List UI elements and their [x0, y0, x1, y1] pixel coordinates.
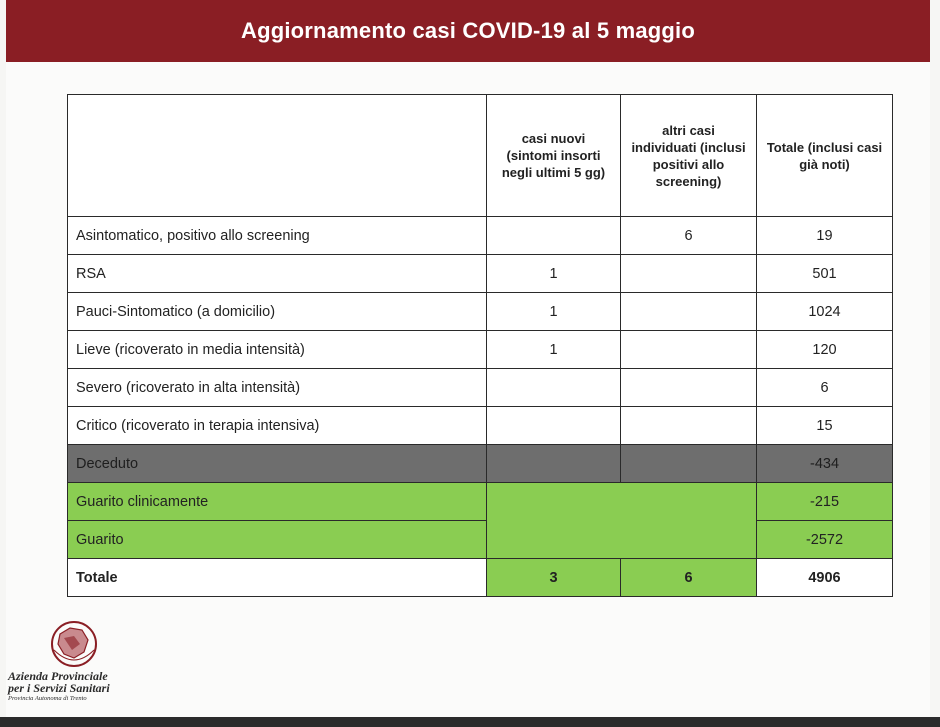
logo-line-2: per i Servizi Sanitari	[8, 681, 110, 695]
slide-title: Aggiornamento casi COVID-19 al 5 maggio	[240, 18, 695, 43]
table-row	[68, 293, 893, 331]
row-other	[621, 331, 757, 369]
slide-title-banner	[6, 0, 930, 62]
row-total: 1024	[757, 293, 893, 331]
row-other	[621, 293, 757, 331]
row-new	[487, 217, 621, 255]
row-other	[621, 369, 757, 407]
row-label: Lieve (ricoverato in media intensità)	[68, 331, 487, 369]
table-row	[68, 369, 893, 407]
deceased-other	[621, 445, 757, 483]
row-label: Pauci-Sintomatico (a domicilio)	[68, 293, 487, 331]
row-total: 6	[757, 369, 893, 407]
table-row	[68, 331, 893, 369]
covid-cases-table	[67, 94, 893, 597]
row-other	[621, 255, 757, 293]
logo-text	[8, 670, 158, 703]
deceased-label: Deceduto	[68, 445, 487, 483]
row-total: 15	[757, 407, 893, 445]
row-other: 6	[621, 217, 757, 255]
recovered-clinically-row	[68, 483, 893, 521]
recovered-clinically-total: -215	[757, 483, 893, 521]
table-row	[68, 255, 893, 293]
totals-new: 3	[487, 559, 621, 597]
totals-total: 4906	[757, 559, 893, 597]
row-new	[487, 369, 621, 407]
row-label: RSA	[68, 255, 487, 293]
row-label: Asintomatico, positivo allo screening	[68, 217, 487, 255]
header-new-cases: casi nuovi (sintomi insorti negli ultimi 5 gg)	[487, 95, 621, 217]
recovered-merged-cell	[487, 483, 757, 559]
bottom-edge	[0, 717, 940, 727]
logo-line-3: Provincia Autonoma di Trento	[8, 695, 87, 702]
row-total: 501	[757, 255, 893, 293]
totals-label: Totale	[68, 559, 487, 597]
row-new	[487, 407, 621, 445]
recovered-total: -2572	[757, 521, 893, 559]
header-other-cases: altri casi individuati (inclusi positivi allo screening)	[621, 95, 757, 217]
row-other	[621, 407, 757, 445]
table-row	[68, 217, 893, 255]
totals-row	[68, 559, 893, 597]
row-total: 120	[757, 331, 893, 369]
row-total: 19	[757, 217, 893, 255]
deceased-new	[487, 445, 621, 483]
recovered-label: Guarito	[68, 521, 487, 559]
row-label: Severo (ricoverato in alta intensità)	[68, 369, 487, 407]
deceased-row	[68, 445, 893, 483]
recovered-clinically-label: Guarito clinicamente	[68, 483, 487, 521]
header-category	[68, 95, 487, 217]
logo-line-1: Azienda Provinciale	[8, 669, 108, 683]
deceased-total: -434	[757, 445, 893, 483]
totals-other: 6	[621, 559, 757, 597]
table-row	[68, 407, 893, 445]
header-total: Totale (inclusi casi già noti)	[757, 95, 893, 217]
recovered-row	[68, 521, 893, 559]
row-label: Critico (ricoverato in terapia intensiva)	[68, 407, 487, 445]
row-new: 1	[487, 293, 621, 331]
table-header-row	[68, 95, 893, 217]
row-new: 1	[487, 255, 621, 293]
row-new: 1	[487, 331, 621, 369]
